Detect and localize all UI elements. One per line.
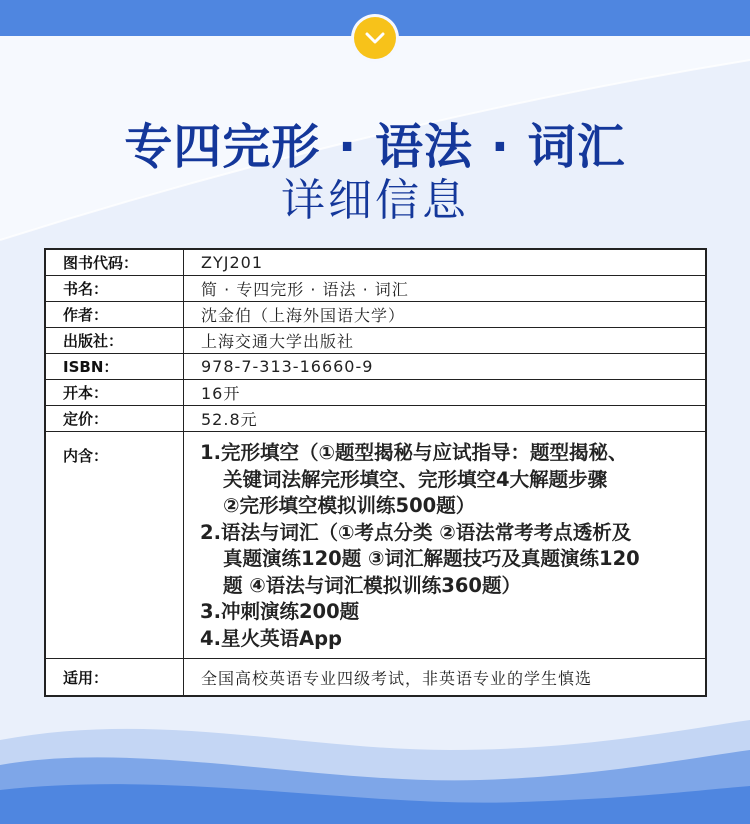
info-label-usage: 适用： — [45, 659, 184, 697]
info-value-price: 52.8元 — [184, 406, 707, 432]
info-label-publisher: 出版社： — [45, 328, 184, 354]
info-value-usage: 全国高校英语专业四级考试，非英语专业的学生慎选 — [184, 659, 707, 697]
info-label-title: 书名： — [45, 276, 184, 302]
info-row-code — [45, 249, 706, 276]
chevron-down-icon — [364, 31, 386, 45]
chevron-down-badge — [354, 17, 396, 59]
info-label-code: 图书代码： — [45, 249, 184, 276]
info-row-contents — [45, 432, 706, 659]
info-label-price: 定价： — [45, 406, 184, 432]
info-row-usage — [45, 659, 706, 697]
info-value-title: 简 · 专四完形 · 语法 · 词汇 — [184, 276, 707, 302]
page-title: 专四完形 · 语法 · 词汇 — [124, 119, 626, 175]
info-value-format: 16开 — [184, 380, 707, 406]
info-label-format: 开本： — [45, 380, 184, 406]
contents-line: 2.语法与词汇（①考点分类 ②语法常考考点透析及 — [200, 520, 632, 544]
contents-line: 4.星火英语App — [200, 626, 342, 650]
info-label-author: 作者： — [45, 302, 184, 328]
contents-line: 题 ④语法与词汇模拟训练360题） — [223, 573, 522, 597]
info-row-isbn — [45, 354, 706, 380]
info-row-format — [45, 380, 706, 406]
info-value-isbn: 978-7-313-16660-9 — [184, 354, 707, 380]
info-value-author: 沈金伯（上海外国语大学） — [184, 302, 707, 328]
book-info-table — [44, 248, 707, 697]
page-subtitle: 详细信息 — [281, 175, 469, 226]
info-row-author — [45, 302, 706, 328]
contents-line: ②完形填空模拟训练500题） — [223, 494, 476, 517]
contents-line: 真题演练120题 ③词汇解题技巧及真题演练120 — [223, 547, 640, 570]
contents-line: 关键词法解完形填空、完形填空4大解题步骤 — [223, 467, 608, 491]
bottom-wave — [0, 710, 750, 824]
info-value-code: ZYJ201 — [184, 249, 707, 276]
contents-line: 3.冲刺演练200题 — [200, 600, 360, 623]
info-value-publisher: 上海交通大学出版社 — [184, 328, 707, 354]
info-label-contents: 内含： — [45, 432, 184, 659]
info-row-publisher — [45, 328, 706, 354]
info-label-isbn: ISBN： — [45, 354, 184, 380]
info-row-title — [45, 276, 706, 302]
info-row-price — [45, 406, 706, 432]
contents-line: 1.完形填空（①题型揭秘与应试指导：题型揭秘、 — [200, 441, 628, 464]
info-value-contents — [184, 432, 707, 659]
